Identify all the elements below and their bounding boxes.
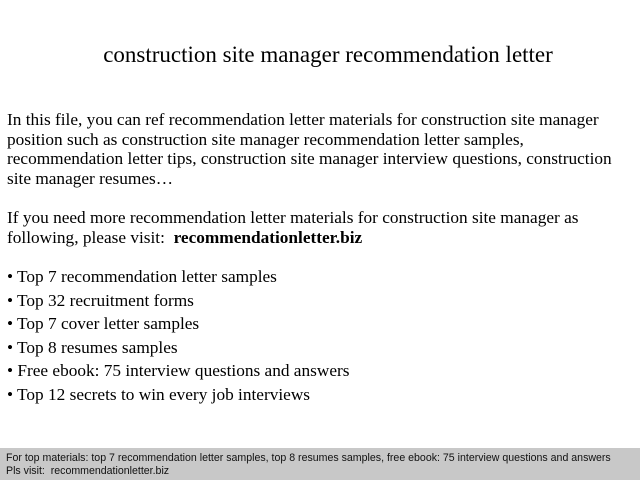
bullet-list xyxy=(7,267,349,406)
footer-line-1: For top materials: top 7 recommendation letter samples, top 8 resumes samples, free ebook: 75 interview questions and answers xyxy=(6,452,611,464)
list-item: • Top 12 secrets to win every job interviews xyxy=(7,384,311,404)
list-item: • Top 32 recruitment forms xyxy=(7,290,194,310)
intro-paragraph: In this file, you can ref recommendation letter materials for construction site manager position such as construction site manager recommendation letter samples, recommendation letter tips, construction site manager interview questions, construction site manager resumes… xyxy=(7,110,612,188)
footer-link[interactable]: recommendationletter.biz xyxy=(50,464,170,477)
list-item: • Free ebook: 75 interview questions and answers xyxy=(7,361,350,380)
footer-visit-label: Pls visit: xyxy=(6,464,51,477)
visit-paragraph xyxy=(7,208,637,247)
list-item: • Top 7 recommendation letter samples xyxy=(7,267,277,286)
footer-line-2 xyxy=(6,465,640,478)
footer-banner xyxy=(0,448,640,480)
list-item: • Top 7 cover letter samples xyxy=(7,314,200,333)
list-item: • Top 8 resumes samples xyxy=(7,337,178,357)
visit-text: If you need more recommendation letter materials for construction site manager as following, please visit: xyxy=(7,208,579,247)
visit-link[interactable]: recommendationletter.biz xyxy=(173,227,363,247)
page-title: construction site manager recommendation letter xyxy=(103,42,553,67)
